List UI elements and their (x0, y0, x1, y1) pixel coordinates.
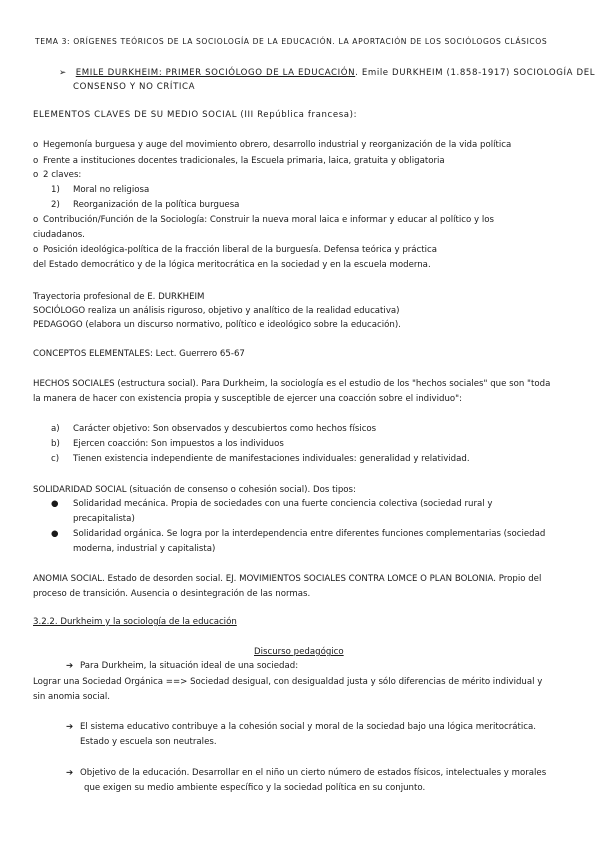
hechos-paragraph: HECHOS SOCIALES (estructura social). Para Durkheim, la sociología es el estudio de los "hechos sociales" que son "toda (33, 379, 551, 389)
list-item: o Posición ideológica-política de la fracción liberal de la burguesía. Defensa teórica y práctica (33, 245, 438, 255)
discurso-title: Discurso pedagógico (254, 647, 344, 657)
discurso-sistema: ➔ El sistema educativo contribuye a la cohesión social y moral de la sociedad bajo una lógica meritocrática. (66, 722, 536, 732)
list-subitem: c) Tienen existencia independiente de manifestaciones individuales: generalidad y relatividad. (51, 454, 470, 464)
durkheim-heading-title: EMILE DURKHEIM: PRIMER SOCIÓLOGO DE LA EDUCACIÓN (75, 68, 356, 78)
durkheim-heading (59, 67, 595, 80)
arrow-bullet-icon: ➢ (59, 68, 67, 78)
durkheim-heading-rest-2: CONSENSO Y NO CRÍTICA (73, 82, 196, 92)
conceptos-heading: CONCEPTOS ELEMENTALES: Lect. Guerrero 65-67 (33, 349, 245, 359)
arrow-right-icon: ➔ (66, 722, 74, 732)
list-item: o Frente a instituciones docentes tradicionales, la Escuela primaria, laica, gratuita y obligatoria (33, 156, 445, 166)
arrow-right-icon: ➔ (66, 661, 74, 671)
list-item: ● Solidaridad orgánica. Se logra por la interdependencia entre diferentes funciones complementarias (sociedad (51, 529, 546, 539)
durkheim-heading-rest: . Emile DURKHEIM (1.858-1917) SOCIOLOGÍA DEL (355, 68, 596, 78)
elementos-title: ELEMENTOS CLAVES DE SU MEDIO SOCIAL (III República francesa): (33, 110, 358, 120)
list-item: o 2 claves: (33, 170, 82, 180)
list-item: o Hegemonía burguesa y auge del movimiento obrero, desarrollo industrial y reorganización de la vida política (33, 140, 512, 150)
list-item-continued: moderna, industrial y capitalista) (73, 544, 216, 554)
list-item: o Contribución/Función de la Sociología: Construir la nueva moral laica e informar y educar al político y los (33, 215, 494, 225)
hechos-paragraph-2: la manera de hacer con existencia propia y susceptible de ejercer una coacción sobre el individuo": (33, 394, 463, 404)
anomia-paragraph-2: proceso de transición. Ausencia o desintegración de las normas. (33, 589, 311, 599)
section-heading: 3.2.2. Durkheim y la sociología de la educación (33, 617, 237, 627)
discurso-ideal: ➔ Para Durkheim, la situación ideal de una sociedad: (66, 661, 299, 671)
discurso-sistema-2: Estado y escuela son neutrales. (80, 737, 217, 747)
discurso-lograr: Lograr una Sociedad Orgánica ==> Sociedad desigual, con desigualdad justa y sólo diferencias de mérito individual y (33, 677, 543, 687)
list-subitem: b) Ejercen coacción: Son impuestos a los individuos (51, 439, 284, 449)
solidaridad-title: SOLIDARIDAD SOCIAL (situación de consenso o cohesión social). Dos tipos: (33, 485, 356, 495)
list-item: ● Solidaridad mecánica. Propia de sociedades con una fuerte conciencia colectiva (sociedad rural y (51, 499, 493, 509)
anomia-paragraph: ANOMIA SOCIAL. Estado de desorden social. EJ. MOVIMIENTOS SOCIALES CONTRA LOMCE O PLAN BOLONIA. Propio del (33, 574, 542, 584)
trayectoria-title: Trayectoria profesional de E. DURKHEIM (33, 292, 205, 302)
arrow-right-icon: ➔ (66, 768, 74, 778)
list-item-continued: ciudadanos. (33, 230, 85, 240)
discurso-objetivo: ➔ Objetivo de la educación. Desarrollar en el niño un cierto número de estados físicos, intelectuales y morales (66, 768, 547, 778)
discurso-lograr-2: sin anomia social. (33, 692, 111, 702)
discurso-objetivo-2: que exigen su medio ambiente específico y la sociedad política en su conjunto. (84, 783, 426, 793)
trayectoria-pedagogo: PEDAGOGO (elabora un discurso normativo, político e ideológico sobre la educación). (33, 320, 401, 330)
list-item-continued: del Estado democrático y de la lógica meritocrática en la sociedad y en la escuela moderna. (33, 260, 431, 270)
page-title: TEMA 3: ORÍGENES TEÓRICOS DE LA SOCIOLOGÍA DE LA EDUCACIÓN. LA APORTACIÓN DE LOS SOCIÓLOGOS CLÁSICOS (35, 37, 548, 46)
trayectoria-sociologo: SOCIÓLOGO realiza un análisis riguroso, objetivo y analítico de la realidad educativa) (33, 306, 400, 316)
list-item-continued: precapitalista) (73, 514, 135, 524)
list-subitem: 1) Moral no religiosa (51, 185, 150, 195)
list-subitem: a) Carácter objetivo: Son observados y descubiertos como hechos físicos (51, 424, 377, 434)
list-subitem: 2) Reorganización de la política burguesa (51, 200, 240, 210)
